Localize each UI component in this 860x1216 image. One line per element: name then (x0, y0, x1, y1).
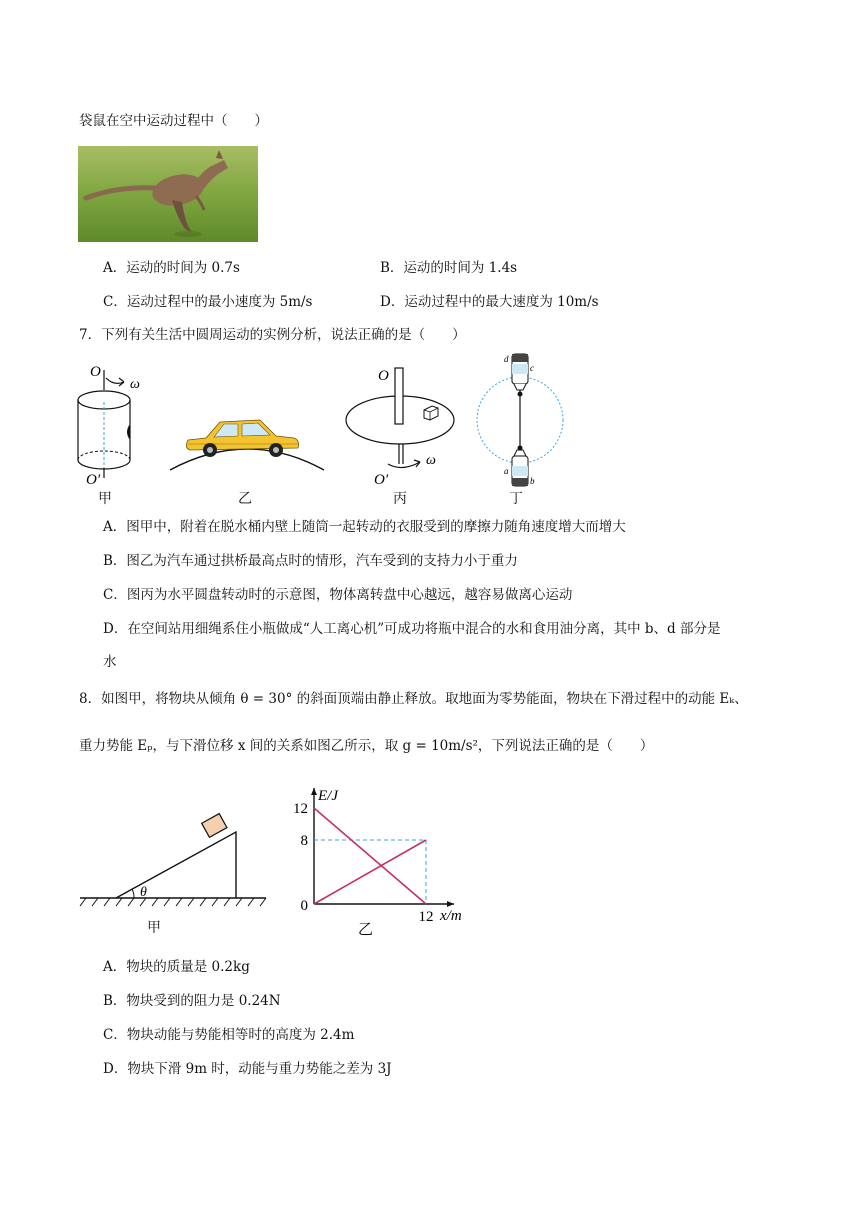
bing-omega: ω (426, 453, 436, 468)
q8-option-a: A．物块的质量是 0.2kg (103, 959, 250, 975)
q8-stem-line1: 8．如图甲，将物块从倾角 θ = 30° 的斜面顶端由静止释放。取地面为零势能面，物块在下滑过程中的动能 Eₖ、 (79, 691, 748, 707)
q7-caption-bing: 丙 (393, 491, 407, 507)
q7-option-d-line2: 水 (103, 654, 117, 670)
q7-figure-yi (168, 400, 328, 480)
ding-label-d: d (504, 354, 509, 364)
q7-caption-yi: 乙 (238, 491, 252, 507)
jia-axis-o-prime: O′ (86, 472, 101, 488)
x-axis-label: x/m (440, 908, 462, 924)
q7-stem: 7．下列有关生活中圆周运动的实例分析，说法正确的是（ ） (79, 327, 466, 343)
q7-caption-ding: 丁 (509, 491, 523, 507)
bing-axis-o-prime: O′ (374, 472, 389, 488)
x-axis-arrow (447, 901, 454, 907)
q7-option-c: C．图丙为水平圆盘转动时的示意图，物体离转盘中心越远，越容易做离心运动 (103, 587, 573, 603)
y-tick-label: 12 (293, 801, 308, 817)
series-line-1 (314, 808, 426, 904)
x-tick-label: 12 (418, 909, 434, 925)
q6-option-d: D．运动过程中的最大速度为 10m/s (380, 294, 599, 310)
x-tick-label: 0 (300, 898, 308, 914)
series-line-2 (314, 840, 426, 904)
ding-label-c: c (530, 363, 534, 373)
kangaroo-photo (78, 146, 258, 242)
q7-caption-jia: 甲 (98, 491, 112, 507)
q8-caption-jia: 甲 (147, 920, 161, 936)
chart-caption: 乙 (358, 922, 374, 938)
q7-figure-jia (76, 356, 166, 506)
y-axis-label: E/J (318, 788, 338, 804)
bing-axis-o: O (378, 368, 389, 384)
q7-figure-ding (474, 350, 568, 490)
q7-figure-bing (344, 360, 464, 490)
y-axis-arrow (311, 788, 317, 795)
q8-option-d: D．物块下滑 9m 时，动能与重力势能之差为 3J (103, 1061, 392, 1077)
jia-axis-o: O (90, 364, 101, 380)
q6-stem-tail: 袋鼠在空中运动过程中（ ） (79, 113, 268, 129)
q8-stem-line2: 重力势能 Eₚ，与下滑位移 x 间的关系如图乙所示，取 g = 10m/s²，下列说法正确的是（ ） (79, 738, 654, 754)
energy-chart (280, 772, 480, 938)
q7-option-b: B．图乙为汽车通过拱桥最高点时的情形，汽车受到的支持力小于重力 (103, 553, 518, 569)
q6-option-a: A．运动的时间为 0.7s (103, 260, 240, 276)
y-tick-label: 8 (300, 833, 308, 849)
q8-option-b: B．物块受到的阻力是 0.24N (103, 993, 281, 1009)
jia-omega: ω (130, 377, 140, 392)
q6-option-b: B．运动的时间为 1.4s (380, 260, 518, 276)
q6-option-c: C．运动过程中的最小速度为 5m/s (103, 294, 313, 310)
incline-theta: θ (140, 885, 147, 900)
q8-option-c: C．物块动能与势能相等时的高度为 2.4m (103, 1027, 355, 1043)
q7-option-a: A．图甲中，附着在脱水桶内壁上随筒一起转动的衣服受到的摩擦力随角速度增大而增大 (103, 519, 626, 535)
ding-label-b: b (530, 476, 535, 486)
ding-label-a: a (504, 466, 509, 476)
q7-option-d-line1: D．在空间站用细绳系住小瓶做成“人工离心机”可成功将瓶中混合的水和食用油分离，其中 b、d 部分是 (103, 621, 721, 637)
q8-figure-jia (76, 808, 272, 918)
